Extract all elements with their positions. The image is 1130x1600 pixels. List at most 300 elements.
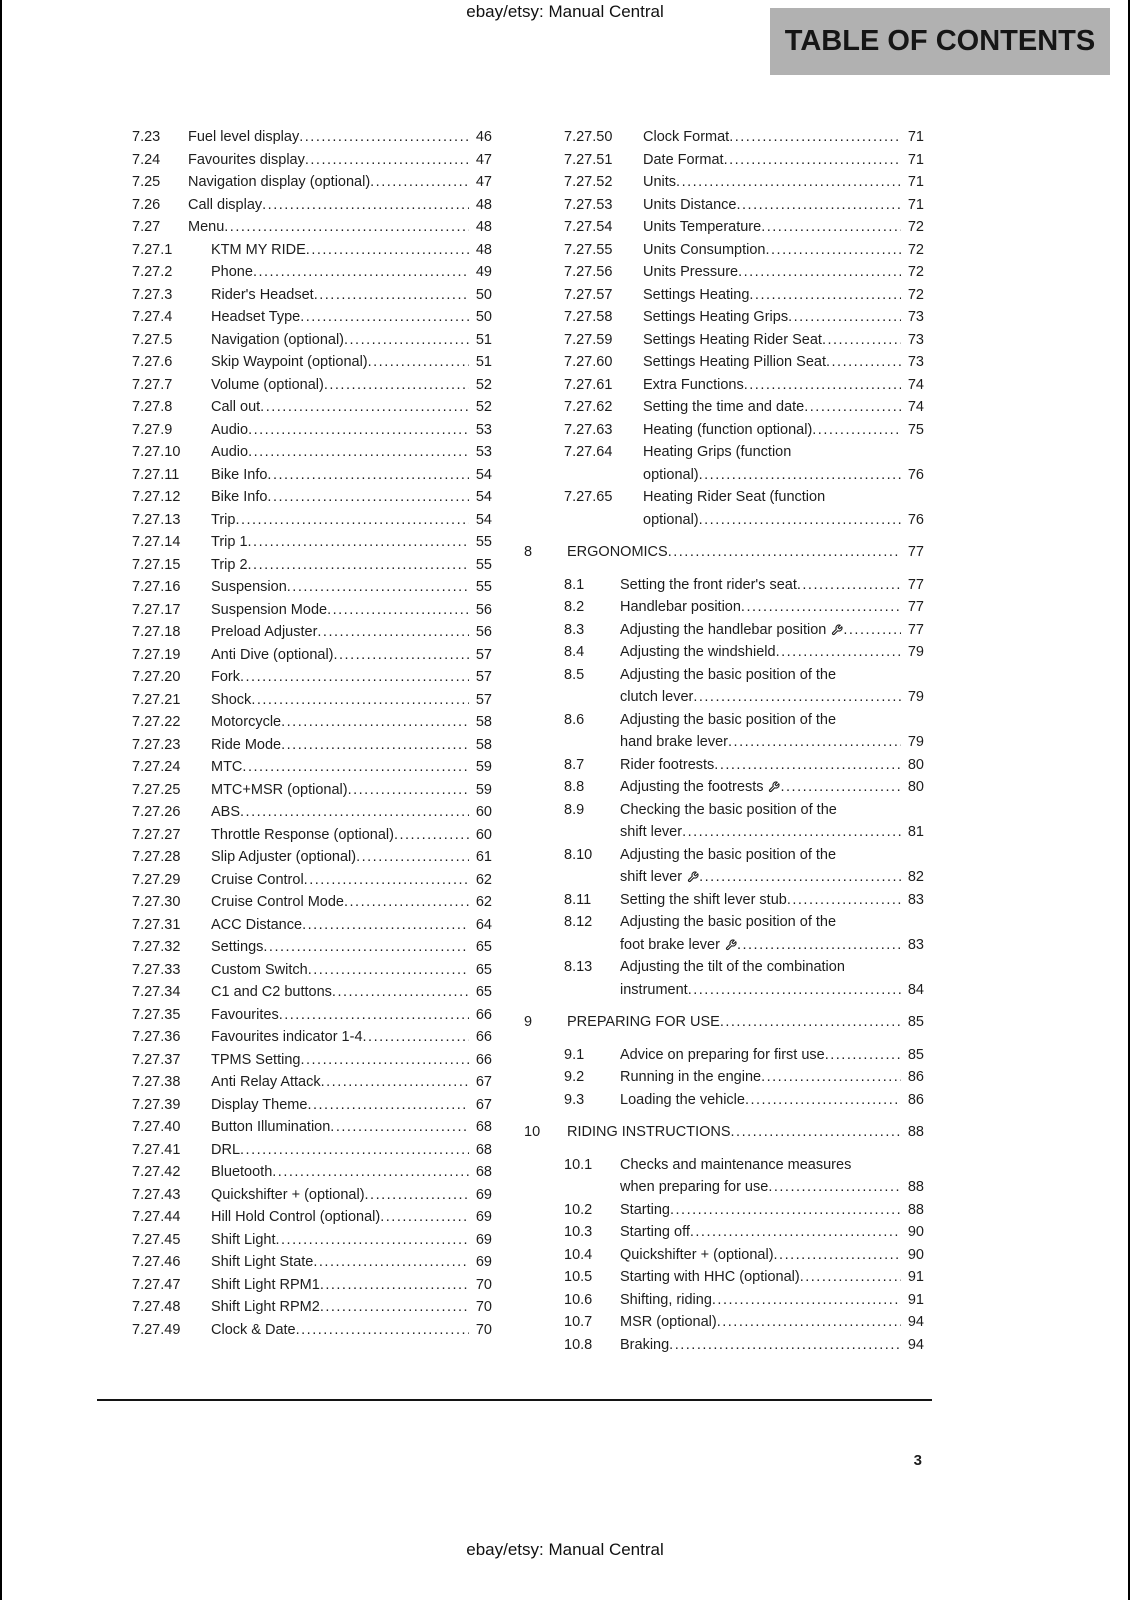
toc-entry-lastline [211, 576, 492, 599]
toc-entry-body [211, 1251, 492, 1274]
toc-entry-body [620, 1244, 924, 1267]
toc-entry[interactable] [524, 574, 924, 597]
toc-entry[interactable] [92, 1116, 492, 1139]
toc-entry[interactable] [524, 956, 924, 1001]
toc-entry-title: Navigation (optional) [211, 331, 344, 348]
toc-entry-number: 7.27.10 [132, 444, 181, 460]
toc-entry[interactable] [92, 1274, 492, 1297]
toc-entry[interactable] [524, 239, 924, 262]
toc-entry-title: Units Temperature [643, 219, 762, 235]
toc-entry[interactable] [92, 486, 492, 509]
toc-entry-title: Call display [188, 196, 263, 213]
toc-entry-number: 7.27.49 [132, 1321, 181, 1338]
toc-entry[interactable] [92, 1161, 492, 1184]
toc-entry[interactable] [524, 619, 924, 642]
toc-entry-title: Trip 2 [211, 556, 248, 573]
toc-entry[interactable] [524, 1066, 924, 1089]
dot-leader [248, 441, 469, 464]
toc-entry[interactable] [524, 216, 924, 239]
toc-entry-body [211, 891, 492, 914]
toc-entry-lastline [620, 889, 924, 912]
toc-entry[interactable] [524, 664, 924, 709]
toc-entry[interactable] [524, 1089, 924, 1112]
toc-entry-body [643, 216, 924, 239]
wrench-icon [725, 939, 737, 951]
toc-entry[interactable] [524, 1221, 924, 1244]
toc-entry-lastline [620, 1311, 924, 1334]
toc-entry-page: 56 [475, 624, 492, 640]
toc-entry-lastline [211, 374, 492, 397]
toc-entry-page: 55 [475, 534, 492, 550]
dot-leader [348, 779, 469, 802]
toc-entry[interactable] [524, 1199, 924, 1222]
toc-entry-page: 66 [475, 1051, 492, 1068]
dot-leader [344, 329, 469, 352]
toc-entry-title: Units Distance [643, 196, 737, 213]
toc-entry[interactable] [524, 329, 924, 352]
toc-entry-page: 88 [907, 1179, 924, 1195]
toc-entry-lastline [211, 306, 492, 329]
toc-entry-number: 7.27.46 [132, 1254, 181, 1270]
toc-entry[interactable] [524, 1154, 924, 1199]
toc-entry[interactable] [92, 711, 492, 734]
toc-entry[interactable] [524, 889, 924, 912]
toc-entry[interactable] [92, 1139, 492, 1162]
toc-entry-number: 7.27.12 [132, 489, 181, 505]
toc-entry-page: 74 [907, 376, 924, 393]
toc-entry-title: Shift Light RPM2 [211, 1299, 320, 1315]
toc-entry-lastline [643, 351, 924, 374]
toc-entry-lastline [211, 441, 492, 464]
toc-entry[interactable] [524, 126, 924, 149]
toc-entry-title: Shift Light RPM1 [211, 1276, 320, 1293]
toc-entry[interactable] [524, 911, 924, 956]
toc-entry-title: TPMS Setting [211, 1051, 301, 1068]
toc-entry-page: 69 [475, 1186, 492, 1203]
toc-entry-page: 47 [475, 174, 492, 190]
dot-leader [714, 754, 901, 777]
toc-entry-body [211, 1116, 492, 1139]
toc-entry[interactable] [92, 1319, 492, 1342]
toc-entry[interactable] [92, 644, 492, 667]
toc-entry-title-cont: foot brake lever [620, 936, 720, 953]
toc-entry-lastline [211, 801, 492, 824]
toc-entry-body [211, 936, 492, 959]
toc-entry-number: 7.26 [132, 196, 161, 213]
toc-entry-body [211, 306, 492, 329]
dot-leader [717, 1311, 901, 1334]
toc-entry-number: 7.27.3 [132, 286, 173, 303]
toc-entry-page: 88 [907, 1201, 924, 1218]
dot-leader [240, 801, 469, 824]
toc-entry[interactable] [524, 776, 924, 799]
toc-entry[interactable] [524, 844, 924, 889]
toc-entry-body [211, 531, 492, 554]
dot-leader [248, 419, 469, 442]
toc-entry-lastline [211, 239, 492, 262]
toc-entry-page: 53 [475, 444, 492, 460]
dot-leader [668, 541, 901, 564]
dot-leader [242, 756, 469, 779]
toc-entry-body [211, 1274, 492, 1297]
dot-leader [300, 1049, 469, 1072]
toc-entry-body [620, 799, 924, 844]
dot-leader [766, 239, 902, 262]
toc-entry[interactable] [524, 754, 924, 777]
toc-entry-page: 54 [475, 466, 492, 483]
toc-entry-body [643, 486, 924, 531]
toc-entry-body [211, 239, 492, 262]
toc-entry[interactable] [524, 1289, 924, 1312]
toc-entry[interactable] [92, 621, 492, 644]
dot-leader [321, 1071, 469, 1094]
dot-leader [699, 509, 901, 532]
toc-entry-body [643, 306, 924, 329]
toc-entry-lastline [620, 1334, 924, 1357]
toc-entry-lastline [211, 621, 492, 644]
toc-entry-title: Fuel level display [188, 129, 300, 145]
toc-entry[interactable] [524, 149, 924, 172]
toc-entry[interactable] [524, 284, 924, 307]
toc-entry[interactable] [92, 261, 492, 284]
toc-entry-body [211, 621, 492, 644]
toc-entry[interactable] [92, 351, 492, 374]
toc-entry[interactable] [524, 419, 924, 442]
toc-entry-title: Adjusting the tilt of the combination [620, 959, 845, 975]
toc-entry-body [211, 396, 492, 419]
toc-entry[interactable] [92, 576, 492, 599]
toc-entry[interactable] [524, 306, 924, 329]
toc-entry[interactable] [92, 396, 492, 419]
toc-entry-number: 7.27.13 [132, 511, 181, 528]
toc-entry-lastline [620, 641, 924, 664]
toc-entry-number: 7.27.21 [132, 691, 181, 708]
toc-entry[interactable] [524, 541, 924, 564]
toc-entry-title: Settings [211, 939, 264, 955]
toc-entry[interactable] [92, 869, 492, 892]
toc-entry-body [620, 956, 924, 1001]
toc-entry[interactable] [92, 1004, 492, 1027]
toc-entry-number: 8.9 [564, 801, 585, 818]
toc-entry-title: Units Pressure [643, 264, 739, 280]
toc-entry[interactable] [524, 799, 924, 844]
toc-entry-body [211, 1161, 492, 1184]
dot-leader [281, 711, 469, 734]
toc-entry[interactable] [92, 936, 492, 959]
toc-entry-number: 7.25 [132, 174, 161, 190]
toc-entry-number: 8.6 [564, 711, 585, 728]
toc-entry-body [620, 754, 924, 777]
toc-entry[interactable] [92, 554, 492, 577]
dot-leader [670, 1199, 901, 1222]
toc-entry[interactable] [92, 306, 492, 329]
toc-entry[interactable] [92, 824, 492, 847]
toc-entry-body [211, 1026, 492, 1049]
toc-entry-title: Bluetooth [211, 1164, 273, 1180]
toc-entry-body [188, 194, 492, 217]
toc-entry[interactable] [92, 441, 492, 464]
toc-entry-lastline [211, 329, 492, 352]
toc-entry-page: 70 [475, 1299, 492, 1315]
dot-leader [720, 1011, 901, 1034]
dot-leader [267, 464, 469, 487]
toc-entry-title-cont: optional) [643, 511, 699, 528]
toc-entry-page: 50 [475, 286, 492, 303]
toc-entry-number: 7.27.59 [564, 331, 613, 348]
dot-leader [313, 1251, 469, 1274]
toc-entry-number: 9.2 [564, 1069, 585, 1085]
toc-entry[interactable] [524, 709, 924, 754]
toc-entry[interactable] [524, 396, 924, 419]
toc-entry-number: 7.27.33 [132, 961, 181, 978]
toc-entry[interactable] [92, 464, 492, 487]
toc-entry-page: 72 [907, 264, 924, 280]
toc-entry-body [620, 709, 924, 754]
toc-entry-lastline [211, 846, 492, 869]
toc-entry-lastline [620, 934, 924, 957]
toc-entry[interactable] [92, 374, 492, 397]
toc-entry-number: 7.27.53 [564, 196, 613, 213]
dot-leader [330, 1116, 469, 1139]
toc-entry[interactable] [92, 329, 492, 352]
toc-entry[interactable] [92, 149, 492, 172]
toc-entry[interactable] [524, 351, 924, 374]
toc-entry-lastline [620, 776, 924, 799]
toc-entry-lastline [643, 261, 924, 284]
toc-entry[interactable] [92, 959, 492, 982]
toc-entry-number: 7.27.44 [132, 1209, 181, 1225]
toc-entry-title: Rider footrests [620, 756, 715, 773]
toc-entry-number: 7.27.24 [132, 759, 181, 775]
dot-leader [365, 1184, 469, 1207]
toc-entry-page: 72 [907, 219, 924, 235]
toc-entry-page: 91 [907, 1291, 924, 1308]
toc-entry-lastline [620, 1289, 924, 1312]
toc-entry-lastline [211, 1296, 492, 1319]
toc-entry-body [211, 824, 492, 847]
dot-leader [320, 1296, 469, 1319]
toc-entry-number: 7.27.19 [132, 646, 181, 663]
toc-entry-lastline [211, 779, 492, 802]
toc-entry[interactable] [524, 596, 924, 619]
toc-left-column [92, 126, 492, 1356]
toc-entry[interactable] [92, 801, 492, 824]
toc-entry[interactable] [92, 846, 492, 869]
dot-leader [356, 846, 469, 869]
toc-entry[interactable] [92, 216, 492, 239]
toc-entry[interactable] [92, 419, 492, 442]
toc-entry[interactable] [524, 374, 924, 397]
toc-entry-page: 72 [907, 286, 924, 303]
toc-entry-title: ABS [211, 804, 241, 820]
toc-entry-lastline [211, 959, 492, 982]
toc-entry-lastline [211, 711, 492, 734]
toc-entry-page: 48 [475, 196, 492, 213]
toc-entry-page: 88 [907, 1124, 924, 1140]
toc-entry-body [211, 1139, 492, 1162]
toc-entry[interactable] [92, 239, 492, 262]
toc-entry-number: 7.27.2 [132, 264, 173, 280]
toc-entry[interactable] [92, 734, 492, 757]
toc-entry-body [211, 419, 492, 442]
toc-entry-body [211, 464, 492, 487]
toc-entry[interactable] [524, 171, 924, 194]
toc-entry-title: Adjusting the footrests [620, 779, 764, 795]
toc-entry-number: 7.27.14 [132, 534, 181, 550]
toc-entry-lastline [211, 734, 492, 757]
toc-entry-title: Audio [211, 421, 249, 438]
toc-entry-page: 90 [907, 1224, 924, 1240]
toc-entry-body [620, 574, 924, 597]
toc-entry-body [211, 779, 492, 802]
toc-entry-body [211, 599, 492, 622]
toc-entry-title-cont: instrument [620, 981, 688, 998]
toc-entry-number: 8.2 [564, 599, 585, 615]
toc-entry[interactable] [92, 1026, 492, 1049]
toc-entry-body [211, 1094, 492, 1117]
header-site-title: ebay/etsy: Manual Central [466, 2, 664, 21]
toc-entry[interactable] [92, 509, 492, 532]
dot-leader [240, 1139, 469, 1162]
toc-entry-lastline [620, 1066, 924, 1089]
toc-entry[interactable] [92, 1071, 492, 1094]
toc-entry-title: Adjusting the windshield [620, 644, 776, 660]
toc-entry-page: 56 [475, 601, 492, 618]
toc-entry[interactable] [524, 261, 924, 284]
toc-entry-number: 9.3 [564, 1091, 585, 1108]
toc-entry-body [188, 126, 492, 149]
toc-entry[interactable] [524, 1266, 924, 1289]
toc-entry[interactable] [92, 779, 492, 802]
toc-entry-title-cont: clutch lever [620, 689, 694, 705]
toc-entry[interactable] [92, 1296, 492, 1319]
toc-entry-number: 7.27.58 [564, 309, 613, 325]
toc-entry-lastline [211, 1116, 492, 1139]
dot-leader [825, 1044, 901, 1067]
toc-entry-number: 7.27.22 [132, 714, 181, 730]
toc-entry-body [643, 194, 924, 217]
page-number: 3 [913, 1452, 922, 1469]
dot-leader [669, 1334, 901, 1357]
toc-entry[interactable] [92, 981, 492, 1004]
dot-leader [300, 306, 469, 329]
toc-entry-line1 [620, 664, 924, 687]
toc-entry-title: Phone [211, 264, 253, 280]
toc-entry-title: Preload Adjuster [211, 624, 318, 640]
toc-entry-title: Navigation display (optional) [188, 174, 371, 190]
toc-entry-body [211, 734, 492, 757]
dot-leader [749, 284, 901, 307]
toc-entry[interactable] [92, 126, 492, 149]
toc-entry[interactable] [92, 914, 492, 937]
toc-entry-page: 77 [907, 576, 924, 593]
toc-entry-lastline [211, 869, 492, 892]
toc-entry-title: Adjusting the basic position of the [620, 711, 837, 728]
toc-entry-lastline [620, 731, 924, 754]
toc-entry-body [211, 846, 492, 869]
toc-entry-body [211, 1319, 492, 1342]
toc-entry[interactable] [92, 284, 492, 307]
toc-entry-number: 7.27.11 [132, 466, 180, 483]
toc-entry[interactable] [92, 171, 492, 194]
toc-entry-lastline [643, 126, 924, 149]
toc-entry-page: 62 [475, 871, 492, 888]
dot-leader [344, 891, 469, 914]
toc-entry[interactable] [524, 194, 924, 217]
toc-entry-title: Starting with HHC (optional) [620, 1269, 800, 1285]
toc-entry[interactable] [524, 1311, 924, 1334]
toc-entry-title: Bike Info [211, 489, 268, 505]
toc-entry-lastline [620, 1176, 924, 1199]
toc-entry-body [643, 239, 924, 262]
toc-entry-title: Setting the shift lever stub [620, 891, 787, 908]
toc-entry[interactable] [524, 486, 924, 531]
toc-entry-page: 65 [475, 984, 492, 1000]
toc-entry-number: 7.27.43 [132, 1186, 181, 1203]
toc-entry[interactable] [92, 1206, 492, 1229]
toc-entry[interactable] [524, 1011, 924, 1034]
toc-entry-page: 73 [907, 331, 924, 348]
toc-entry-body [620, 1311, 924, 1334]
toc-entry-page: 51 [475, 354, 492, 370]
toc-entry-number: 7.27.30 [132, 894, 181, 910]
toc-entry[interactable] [92, 1251, 492, 1274]
toc-entry-lastline [620, 1044, 924, 1067]
dot-leader [699, 464, 901, 487]
toc-entry-number: 10 [524, 1124, 541, 1140]
toc-entry[interactable] [524, 1244, 924, 1267]
toc-entry-body [643, 126, 924, 149]
toc-entry[interactable] [524, 1121, 924, 1144]
toc-entry-body [211, 486, 492, 509]
toc-entry[interactable] [92, 891, 492, 914]
toc-entry-page: 74 [907, 399, 924, 415]
toc-entry-page: 73 [907, 309, 924, 325]
toc-entry-title: Cruise Control [211, 871, 304, 888]
toc-entry-page: 71 [907, 129, 924, 145]
toc-entry[interactable] [92, 1184, 492, 1207]
toc-entry[interactable] [92, 689, 492, 712]
toc-entry[interactable] [92, 666, 492, 689]
toc-entry-lastline [620, 596, 924, 619]
toc-entry-page: 61 [475, 849, 492, 865]
toc-entry-body [643, 171, 924, 194]
toc-entry-lastline [188, 216, 492, 239]
toc-entry[interactable] [92, 194, 492, 217]
dot-leader [690, 1221, 901, 1244]
toc-entry[interactable] [92, 1094, 492, 1117]
dot-leader [296, 1319, 469, 1342]
dot-leader [240, 666, 469, 689]
toc-entry-title: Hill Hold Control (optional) [211, 1209, 381, 1225]
toc-entry[interactable] [92, 531, 492, 554]
toc-entry-number: 7.27.34 [132, 984, 181, 1000]
toc-entry[interactable] [524, 1334, 924, 1357]
toc-entry-body [211, 329, 492, 352]
toc-entry[interactable] [92, 1229, 492, 1252]
toc-entry[interactable] [524, 1044, 924, 1067]
toc-entry-body [211, 756, 492, 779]
toc-entry[interactable] [524, 641, 924, 664]
toc-entry-body [620, 844, 924, 889]
toc-entry-body [643, 284, 924, 307]
toc-entry[interactable] [92, 1049, 492, 1072]
toc-entry-lastline [620, 1266, 924, 1289]
toc-entry[interactable] [524, 441, 924, 486]
toc-entry[interactable] [92, 599, 492, 622]
toc-entry[interactable] [92, 756, 492, 779]
toc-entry-title: Units [643, 174, 677, 190]
